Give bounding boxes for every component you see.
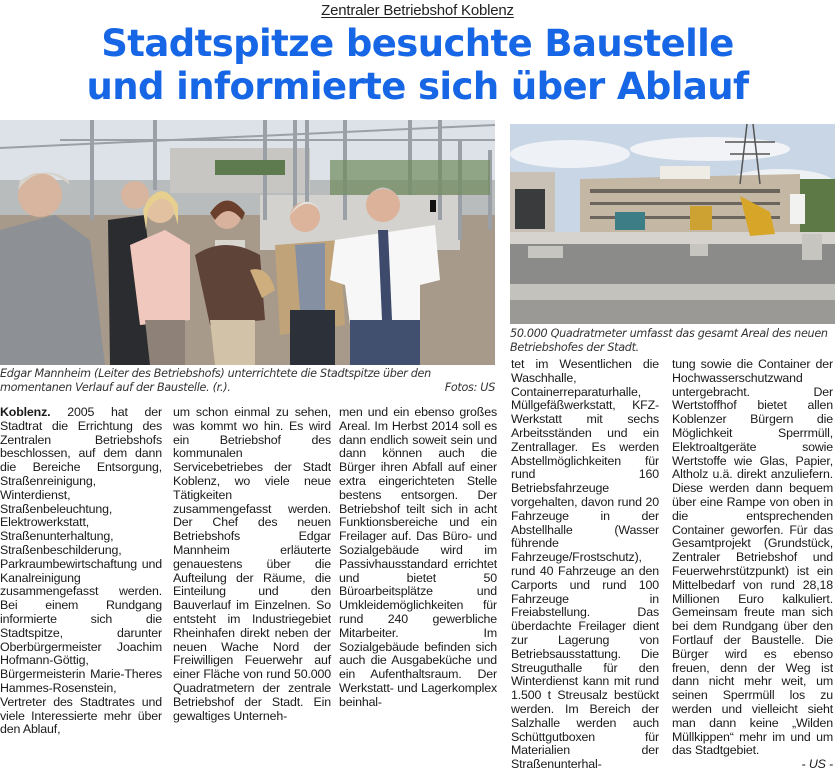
- photo-construction-site: [510, 124, 835, 324]
- photo-1-caption: [0, 367, 495, 394]
- headline-line-2: und informierte sich über Ablauf: [86, 65, 749, 108]
- section-kicker: [0, 2, 835, 19]
- article-column-4: tet im Wesentlichen die Waschhalle, Containerreparaturhalle, Müllgefäßwerkstatt, KFZ-Werkstatt mit sechs Arbeitsständen und ein Zentrallager. Es werden Abstellmöglichkeiten für rund 160 Betriebsfahrzeuge vorgehalten, davon rund 20 Fahrzeuge in der Abstellhalle (Wasser führende Fahrzeuge/Frostschutz), rund 40 Fahrzeuge an den Carports und rund 100 Fahrzeuge in Freiabstellung. Das überdachte Freilager dient zur Lagerung von Betriebsausstattung. Die Streuguthalle für den Winterdienst kann mit rund 1.500 t Streusalz bestückt werden. Im Bereich der Salzhalle werden auch Schüttgutboxen für Materialien der Straßenunterhal-: [511, 357, 659, 772]
- headline-line-1: Stadtspitze besuchte Baustelle: [101, 22, 734, 65]
- photo-credit: Fotos: US: [444, 380, 495, 394]
- article-column-5: [672, 358, 833, 772]
- kicker-text: Zentraler Betriebshof Koblenz: [321, 2, 514, 19]
- article-column-3: men und ein ebenso großes Areal. Im Herbst 2014 soll es dann endlich soweit sein und dann können auch die Bürger ihren Abfall auf einer extra eingerichteten Stelle bestens entsorgen. Der Betriebshof teilt sich in acht Funktionsbereiche und ein Freilager auf. Das Büro- und Sozialgebäude wird im Passivhausstandard errichtet und bietet 50 Büroarbeitsplätze und Umkleidemöglichkeiten für rund 240 gewerbliche Mitarbeiter. Im Sozialgebäude befinden sich auch die Ausgabeküche und ein Aufenthaltsraum. Der Werkstatt- und Lagerkomplex beinhal-: [339, 405, 497, 709]
- dateline: Koblenz.: [0, 405, 51, 419]
- article-column-2: um schon einmal zu sehen, was kommt wo hin. Es wird ein Betriebshof des kommunalen Servicebetriebes der Stadt Koblenz, wo viele neue Tätigkeiten zusammengefasst werden. Der Chef des neuen Betriebshofs Edgar Mannheim erläuterte genauestens über die Aufteilung der Räume, die Einteilung und den Bauverlauf im Einzelnen. So entsteht im Industriegebiet Rheinhafen direkt neben der neuen Wache Nord der Freiwilligen Feuerwehr auf einer Fläche von rund 50.000 Quadratmetern der zentrale Betriebshof der Stadt. Ein gewaltiges Unterneh-: [173, 405, 331, 723]
- column-1-text: 2005 hat der Stadtrat die Errichtung des Zentralen Betriebshofs beschlossen, auf dem dann die Bereiche Entsorgung, Straßenreinigung, Winterdienst, Straßenbeleuchtung, Elektrowerkstatt, Straßenunterhaltung, Straßenbeschilderung, Parkraumbewirtschaftung und Kanalreinigung zusammengefasst werden. Bei einem Rundgang informierte sich die Stadtspitze, darunter Oberbürgermeister Joachim Hofmann-Göttig, Bürgermeisterin Marie-Theres Hammes-Rosenstein, Vertreter des Stadtrates und viele Interessierte mehr über den Ablauf,: [0, 405, 162, 737]
- photo-2-caption: 50.000 Quadratmeter umfasst das gesamt Areal des neuen Betriebshofes der Stadt.: [510, 327, 828, 354]
- author-signature: - US -: [801, 757, 833, 772]
- photo-officials-at-site: [0, 120, 495, 365]
- caption-text: Edgar Mannheim (Leiter des Betriebshofs) unterrichtete die Stadtspitze über den momentanen Verlauf auf der Baustelle. (r.).: [0, 367, 431, 394]
- article-column-1: [0, 406, 162, 737]
- headline: [0, 22, 835, 108]
- column-5-text: tung sowie die Container der Hochwasserschutzwand untergebracht. Der Wertstoffhof bietet allen Koblenzer Bürgern die Möglichkeit Sperrmüll, Elektroaltgeräte sowie Wertstoffe wie Glas, Papier, Altholz u.ä. direkt anzuliefern. Diese werden dann bequem über eine Rampe von oben in die entsprechenden Container geworfen. Für das Gesamtprojekt (Grundstück, Zentraler Betriebshof und Feuerwehrstützpunkt) ist ein Mittelbedarf von rund 28,18 Millionen Euro kalkuliert. Gemeinsam freute man sich bei dem Rundgang über den Fortlauf der Baustelle. Die Bürger wird es ebenso freuen, denn der Weg ist dann nicht mehr weit, um seinen Sperrmüll los zu werden und vielleicht sieht man dann keine „Wilden Müllkippen“ mehr im und um das Stadtgebiet.: [672, 357, 833, 758]
